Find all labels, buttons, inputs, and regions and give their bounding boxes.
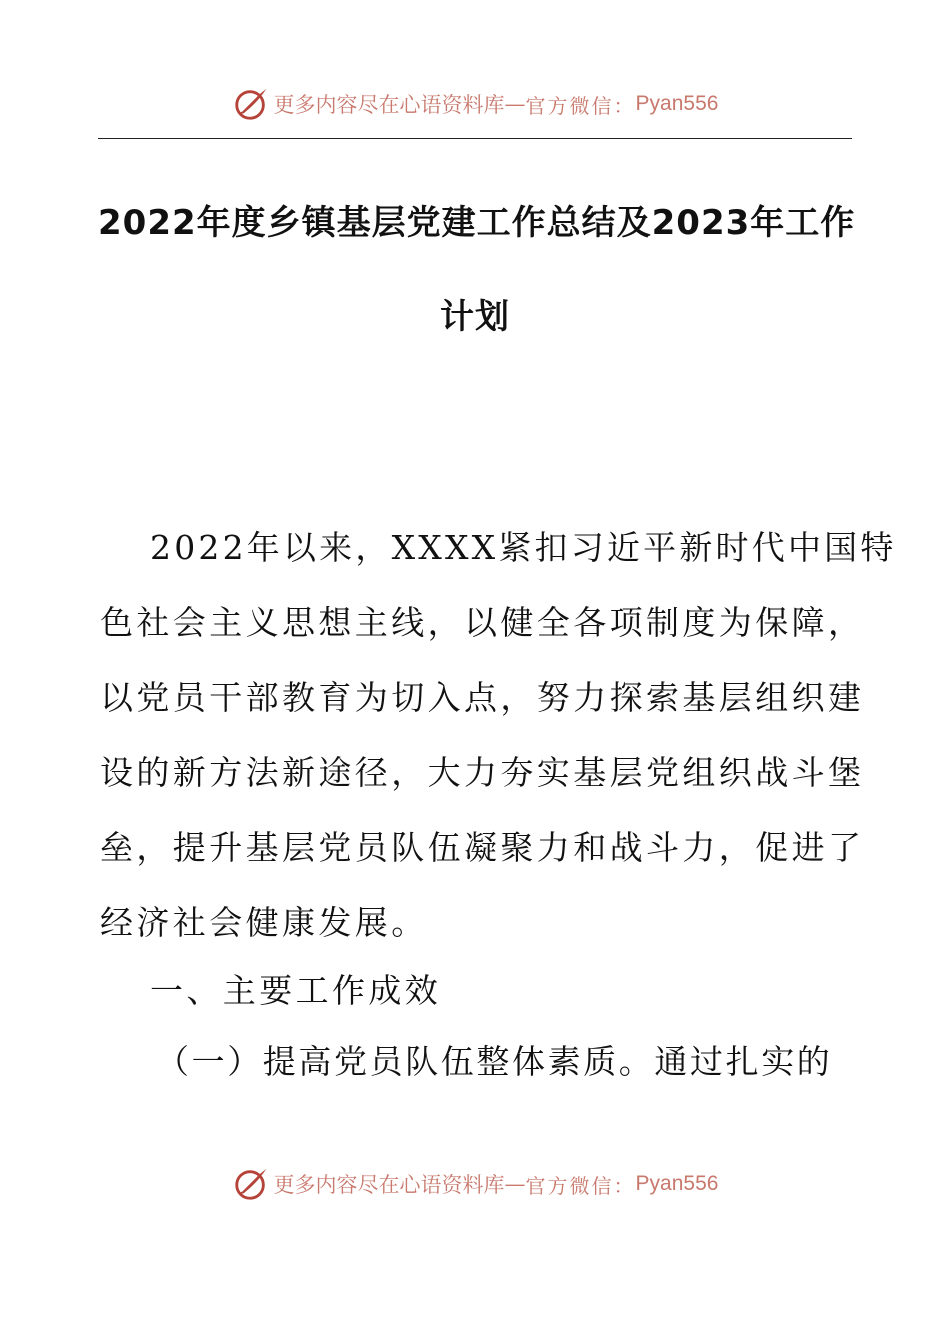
header-watermark	[0, 82, 950, 126]
quill-logo-icon	[232, 85, 270, 123]
intro-paragraph-line: 经济社会健康发展。	[100, 903, 428, 942]
watermark-account: Pyan556	[635, 92, 719, 115]
intro-paragraph-line: 设的新方法新途径，大力夯实基层党组织战斗堡	[100, 753, 865, 792]
watermark-account: Pyan556	[635, 1172, 719, 1195]
quill-logo-icon	[232, 1165, 270, 1203]
footer-watermark	[0, 1162, 950, 1206]
intro-paragraph-line: 以党员干部教育为切入点，努力探索基层组织建	[100, 678, 865, 717]
watermark-brand: 更多内容尽在心语资料库	[273, 93, 505, 117]
intro-paragraph-line: 垒，提升基层党员队伍凝聚力和战斗力，促进了	[100, 828, 865, 867]
intro-paragraph-line: 2022年以来，XXXX紧扣习近平新时代中国特	[150, 528, 897, 567]
watermark-separator: —	[504, 92, 526, 116]
watermark-separator: —	[504, 1172, 526, 1196]
title-line-2: 计划	[440, 297, 510, 337]
watermark-brand: 更多内容尽在心语资料库	[273, 1173, 505, 1197]
watermark-contact-label: 官方微信：	[525, 1173, 636, 1198]
document-title	[98, 176, 856, 364]
watermark-contact-label: 官方微信：	[525, 93, 636, 118]
section-heading: 一、主要工作成效	[150, 971, 442, 1010]
title-line-1: 2022年度乡镇基层党建工作总结及2023年工作	[98, 203, 856, 243]
intro-paragraph-line: 色社会主义思想主线，以健全各项制度为保障，	[100, 603, 865, 642]
subsection-heading-line: （一）提高党员队伍整体素质。通过扎实的	[156, 1042, 833, 1081]
header-divider	[98, 138, 852, 139]
